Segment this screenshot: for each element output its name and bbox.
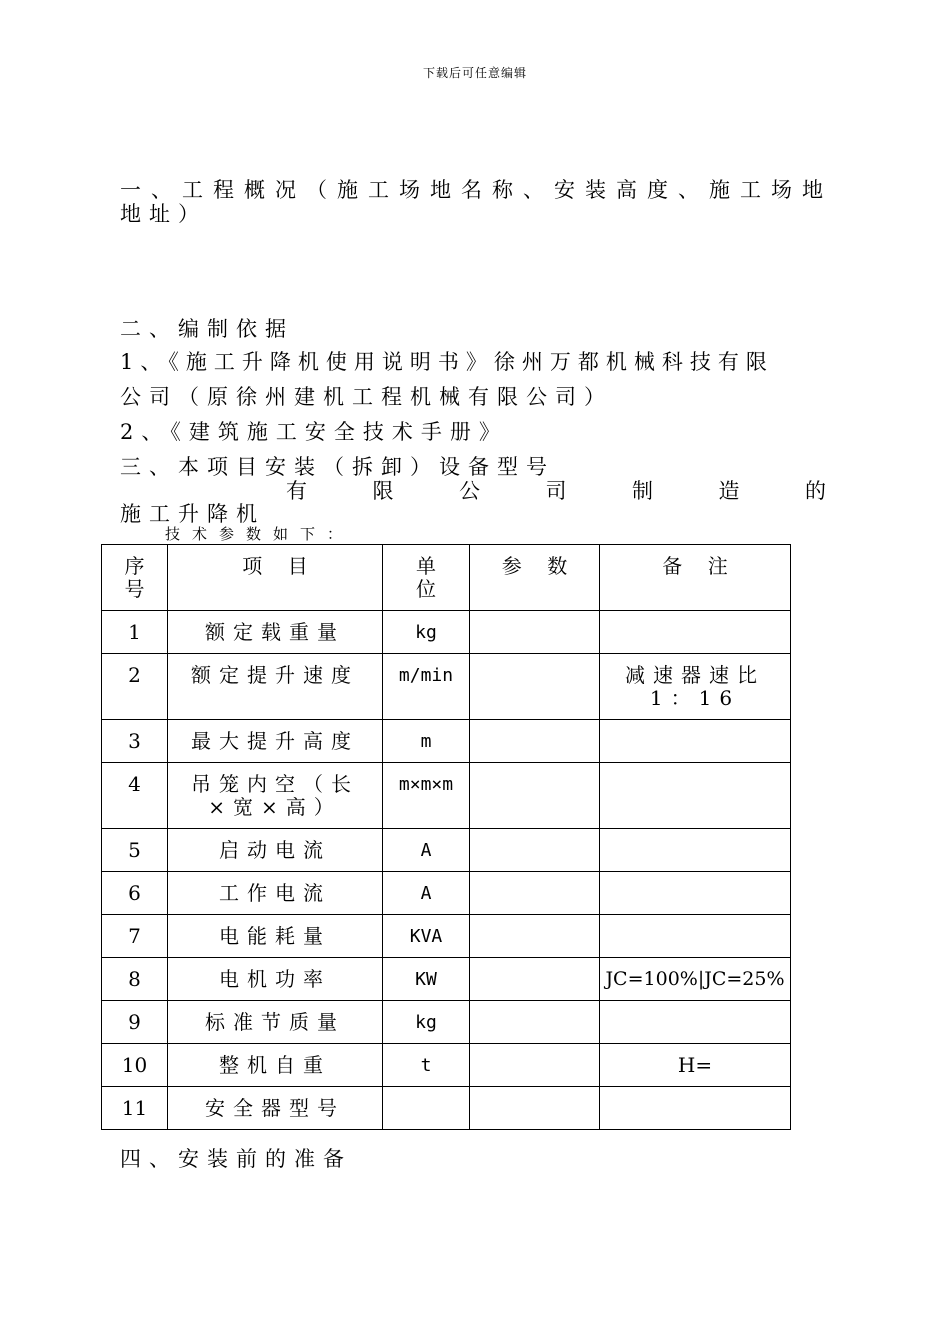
section3-title: 三、本项目安装（拆卸）设备型号 [120, 455, 555, 479]
cell-item: 启动电流 [168, 829, 383, 872]
cell-item: 整机自重 [168, 1044, 383, 1087]
table-row [102, 1044, 791, 1087]
cell-unit: m/min [383, 654, 470, 720]
cell-unit: t [383, 1044, 470, 1087]
cell-remark [600, 829, 791, 872]
cell-unit: KW [383, 958, 470, 1001]
section1-title-line1: 一、工程概况（施工场地名称、安装高度、施工场地 [120, 178, 833, 202]
cell-param [470, 1001, 600, 1044]
table-row [102, 872, 791, 915]
cell-unit: kg [383, 611, 470, 654]
spread-char: 造 [718, 479, 740, 503]
table-row [102, 829, 791, 872]
cell-param [470, 915, 600, 958]
cell-param [470, 611, 600, 654]
cell-no: 10 [102, 1044, 168, 1087]
section4-title: 四、安装前的准备 [120, 1147, 352, 1171]
spread-char: 司 [545, 479, 567, 503]
cell-no: 9 [102, 1001, 168, 1044]
cell-param [470, 720, 600, 763]
params-intro: 技术参数如下： [165, 525, 355, 543]
table-row [102, 654, 791, 720]
cell-unit [383, 1087, 470, 1130]
cell-remark [600, 872, 791, 915]
parameter-table [101, 544, 791, 1130]
spread-char: 限 [372, 479, 394, 503]
cell-no: 6 [102, 872, 168, 915]
cell-no: 1 [102, 611, 168, 654]
cell-remark: H= [600, 1044, 791, 1087]
cell-unit: A [383, 829, 470, 872]
cell-no: 4 [102, 763, 168, 829]
cell-remark: 减速器速比 1：16 [600, 654, 791, 720]
cell-no: 8 [102, 958, 168, 1001]
cell-item: 工作电流 [168, 872, 383, 915]
cell-remark [600, 763, 791, 829]
cell-param [470, 1044, 600, 1087]
spread-char: 制 [632, 479, 653, 503]
cell-remark [600, 1087, 791, 1130]
table-header-row [102, 545, 791, 611]
cell-remark [600, 1001, 791, 1044]
table-row [102, 720, 791, 763]
cell-no: 3 [102, 720, 168, 763]
cell-item: 最大提升高度 [168, 720, 383, 763]
reference-item-1-line1: 1、《施工升降机使用说明书》徐州万都机械科技有限 [120, 350, 774, 374]
cell-param [470, 763, 600, 829]
header-remark: 备 注 [600, 545, 791, 611]
cell-item: 电机功率 [168, 958, 383, 1001]
table-row [102, 763, 791, 829]
reference-item-2: 2、《建筑施工安全技术手册》 [120, 420, 508, 444]
cell-no: 5 [102, 829, 168, 872]
cell-no: 7 [102, 915, 168, 958]
equipment-name: 施工升降机 [120, 502, 265, 526]
cell-item: 电能耗量 [168, 915, 383, 958]
cell-unit: A [383, 872, 470, 915]
table-row [102, 915, 791, 958]
cell-param [470, 1087, 600, 1130]
cell-remark [600, 611, 791, 654]
cell-no: 11 [102, 1087, 168, 1130]
cell-unit: m [383, 720, 470, 763]
cell-remark: JC=100%|JC=25% [600, 958, 791, 1001]
cell-param [470, 958, 600, 1001]
header-item: 项 目 [168, 545, 383, 611]
header-param: 参 数 [470, 545, 600, 611]
cell-param [470, 829, 600, 872]
manufacturer-line [286, 475, 826, 505]
cell-item: 标准节质量 [168, 1001, 383, 1044]
table-row [102, 1001, 791, 1044]
reference-item-1-line2: 公司（原徐州建机工程机械有限公司） [120, 385, 613, 409]
cell-no: 2 [102, 654, 168, 720]
table-row [102, 611, 791, 654]
section1-title-line2: 地址） [120, 202, 207, 226]
cell-unit: m×m×m [383, 763, 470, 829]
spread-char: 公 [459, 479, 480, 503]
cell-item: 额定载重量 [168, 611, 383, 654]
cell-remark [600, 720, 791, 763]
page-header-note: 下载后可任意编辑 [422, 66, 527, 80]
table-row [102, 958, 791, 1001]
header-no: 序号 [102, 545, 168, 611]
cell-unit: KVA [383, 915, 470, 958]
cell-param [470, 654, 600, 720]
spread-char: 有 [286, 479, 307, 503]
header-unit: 单位 [383, 545, 470, 611]
cell-item: 吊笼内空（长×宽×高） [168, 763, 383, 829]
cell-item: 额定提升速度 [168, 654, 383, 720]
section2-title: 二、编制依据 [120, 317, 294, 341]
cell-remark [600, 915, 791, 958]
cell-param [470, 872, 600, 915]
cell-unit: kg [383, 1001, 470, 1044]
table-row [102, 1087, 791, 1130]
cell-item: 安全器型号 [168, 1087, 383, 1130]
spread-char: 的 [805, 479, 826, 503]
